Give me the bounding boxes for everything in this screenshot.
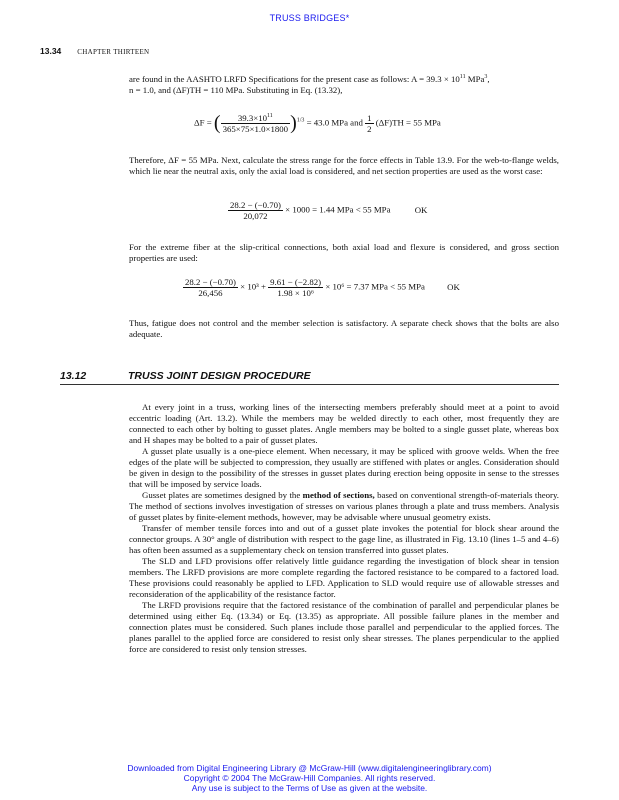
footer-terms: Any use is subject to the Terms of Use as given at the website. bbox=[191, 783, 428, 793]
body-paragraph-6: The LRFD provisions require that the factored resistance of the combination of parallel and perpendicular planes be determined using either Eq. (13.34) or Eq. (13.35) as appropriate. All possible failure planes in the member and connection plates must be considered. Such planes include those parallel and perpendicular to the applied forces. The planes parallel to the applied force are considered to resist only shear stresses. The planes perpendicular to the applied force are considered to resist only tension stresses. bbox=[129, 600, 559, 654]
para1-exp2: 3 bbox=[484, 74, 488, 81]
top-banner: TRUSS BRIDGES* bbox=[269, 13, 350, 23]
body-paragraph-4: Transfer of member tensile forces into and out of a gusset plate invokes the potential for block shear around the connector groups. A 30° angle of distribution with respect to the gage line, as illustrated in Fig. 13.10 (lines 1–5 and 4–6) has often been assumed as a supplementary check on tension transferred into gusset plates. bbox=[129, 523, 559, 555]
body-p3-b: based on conventional strength-of-materials theory. The method of sections involves investigation of stresses on various planes through a plate and truss members. Analysis of gusset plates by finite-element methods, however, may be advisable where unusual geometry exists. bbox=[129, 490, 559, 522]
eq2-rhs: × 1000 = 1.44 MPa < 55 MPa bbox=[285, 204, 391, 215]
page-number: 13.34 bbox=[40, 46, 62, 56]
stress-range-paragraph bbox=[129, 155, 559, 177]
section-body bbox=[129, 402, 559, 655]
conclusion-paragraph bbox=[129, 318, 559, 340]
eq3-numerator-1: 28.2 − (−0.70) bbox=[185, 277, 236, 287]
eq3-multiplier-2: × 10⁶ = 7.37 MPa < 55 MPa bbox=[325, 281, 425, 292]
footer bbox=[0, 763, 619, 793]
para1-line2: n = 1.0, and (ΔF)TH = 110 MPa. Substituting in Eq. (13.32), bbox=[129, 85, 343, 95]
section-rule bbox=[60, 384, 559, 385]
body-p3-a: Gusset plates are sometimes designed by the bbox=[142, 490, 303, 500]
eq1-half-den: 2 bbox=[367, 124, 372, 134]
equation-connection-stress bbox=[183, 277, 460, 298]
footer-copyright: Copyright © 2004 The McGraw-Hill Companies. All rights reserved. bbox=[183, 773, 436, 783]
para1-exp1: 11 bbox=[459, 74, 466, 81]
para4-text: Thus, fatigue does not control and the member selection is satisfactory. A separate check shows that the bolts are also adequate. bbox=[129, 318, 559, 339]
para1-text-a: are found in the AASHTO LRFD Specifications for the present case as follows: A = 39.3 × 10 bbox=[129, 74, 460, 84]
body-paragraph-3 bbox=[129, 490, 559, 523]
para1-text-b: MPa bbox=[465, 74, 485, 84]
body-paragraph-2: A gusset plate usually is a one-piece element. When necessary, it may be spliced with groove welds. When the free edges of the plate will be subjected to compression, they usually are stiffened with plates or angles. Consideration should be given in design to the possibility of the stresses in gusset plates during erection being opposite in sense to the stresses that will be imposed by service loads. bbox=[129, 446, 559, 489]
chapter-title: CHAPTER THIRTEEN bbox=[77, 48, 150, 56]
equation-weld-stress bbox=[228, 200, 427, 221]
eq3-denominator-2: 1.98 × 10⁶ bbox=[277, 288, 314, 298]
extreme-fiber-paragraph bbox=[129, 242, 559, 264]
eq1-half-num: 1 bbox=[367, 113, 372, 123]
equation-13-32: ΔF = ( $\frac{39.3\times 10^{11}}{365\times 75\times 1.0\times 1800}$ )$^{1/3}$ = 43.0 MPa and $\frac{1}{2}$ (ΔF)TH = 55 MPa bbox=[194, 112, 441, 134]
section-title: TRUSS JOINT DESIGN PROCEDURE bbox=[128, 370, 311, 382]
section-number: 13.12 bbox=[60, 370, 87, 382]
eq2-ok: OK bbox=[414, 204, 428, 215]
eq1-middle: = 43.0 MPa and bbox=[306, 117, 363, 128]
eq1-rhs: (ΔF)TH = 55 MPa bbox=[375, 117, 441, 128]
body-paragraph-1: At every joint in a truss, working lines of the intersecting members preferably should meet at a point to avoid eccentric loading (Art. 13.2). While the members may be welded directly to each other, most frequently they are connected to each other by bolting to gusset plates. Angle members may be bolted to a single gusset plate, whereas box and H shapes may be bolted to a pair of gusset plates. bbox=[129, 402, 559, 445]
eq3-numerator-2: 9.61 − (−2.82) bbox=[270, 277, 322, 287]
body-p3-bold: method of sections, bbox=[302, 490, 375, 500]
eq1-numerator: 39.3×10 bbox=[237, 113, 268, 123]
eq1-denominator: 365×75×1.0×1800 bbox=[222, 124, 289, 134]
footer-download-link[interactable]: Downloaded from Digital Engineering Library @ McGraw-Hill (www.digitalengineeringlibrary.com) bbox=[127, 763, 492, 773]
eq2-numerator: 28.2 − (−0.70) bbox=[230, 200, 281, 210]
eq3-ok: OK bbox=[447, 281, 460, 292]
section-heading bbox=[60, 370, 559, 382]
running-head bbox=[40, 46, 149, 56]
body-paragraph-5: The SLD and LFD provisions offer relatively little guidance regarding the investigation of block shear in tension members. The LRFD provisions are more complete regarding the factored resistance to be compared to a factored load. These provisions could reasonably be applied to LFD. Application to SLD would require use of allowable stresses and reconsideration of the applicability of the resistance factor. bbox=[129, 556, 559, 599]
para3-text: For the extreme fiber at the slip-critical connections, both axial load and flexure is considered, and gross section properties are used: bbox=[129, 242, 559, 263]
eq1-lhs: ΔF = bbox=[194, 117, 212, 128]
intro-paragraph bbox=[129, 74, 559, 96]
eq3-denominator-1: 26,456 bbox=[198, 288, 223, 298]
eq2-denominator: 20,072 bbox=[243, 211, 268, 221]
eq1-num-exp: 11 bbox=[267, 113, 273, 120]
para1-text-c: , bbox=[487, 74, 490, 84]
eq1-power: 1/3 bbox=[296, 117, 305, 124]
para2-text: Therefore, ΔF = 55 MPa. Next, calculate the stress range for the force effects in Table 13.9. For the web-to-flange welds, which lie near the neutral axis, only the axial load is considered, and net section properties are used as the worst case: bbox=[129, 155, 559, 176]
eq3-multiplier-1: × 10³ + bbox=[240, 281, 266, 292]
